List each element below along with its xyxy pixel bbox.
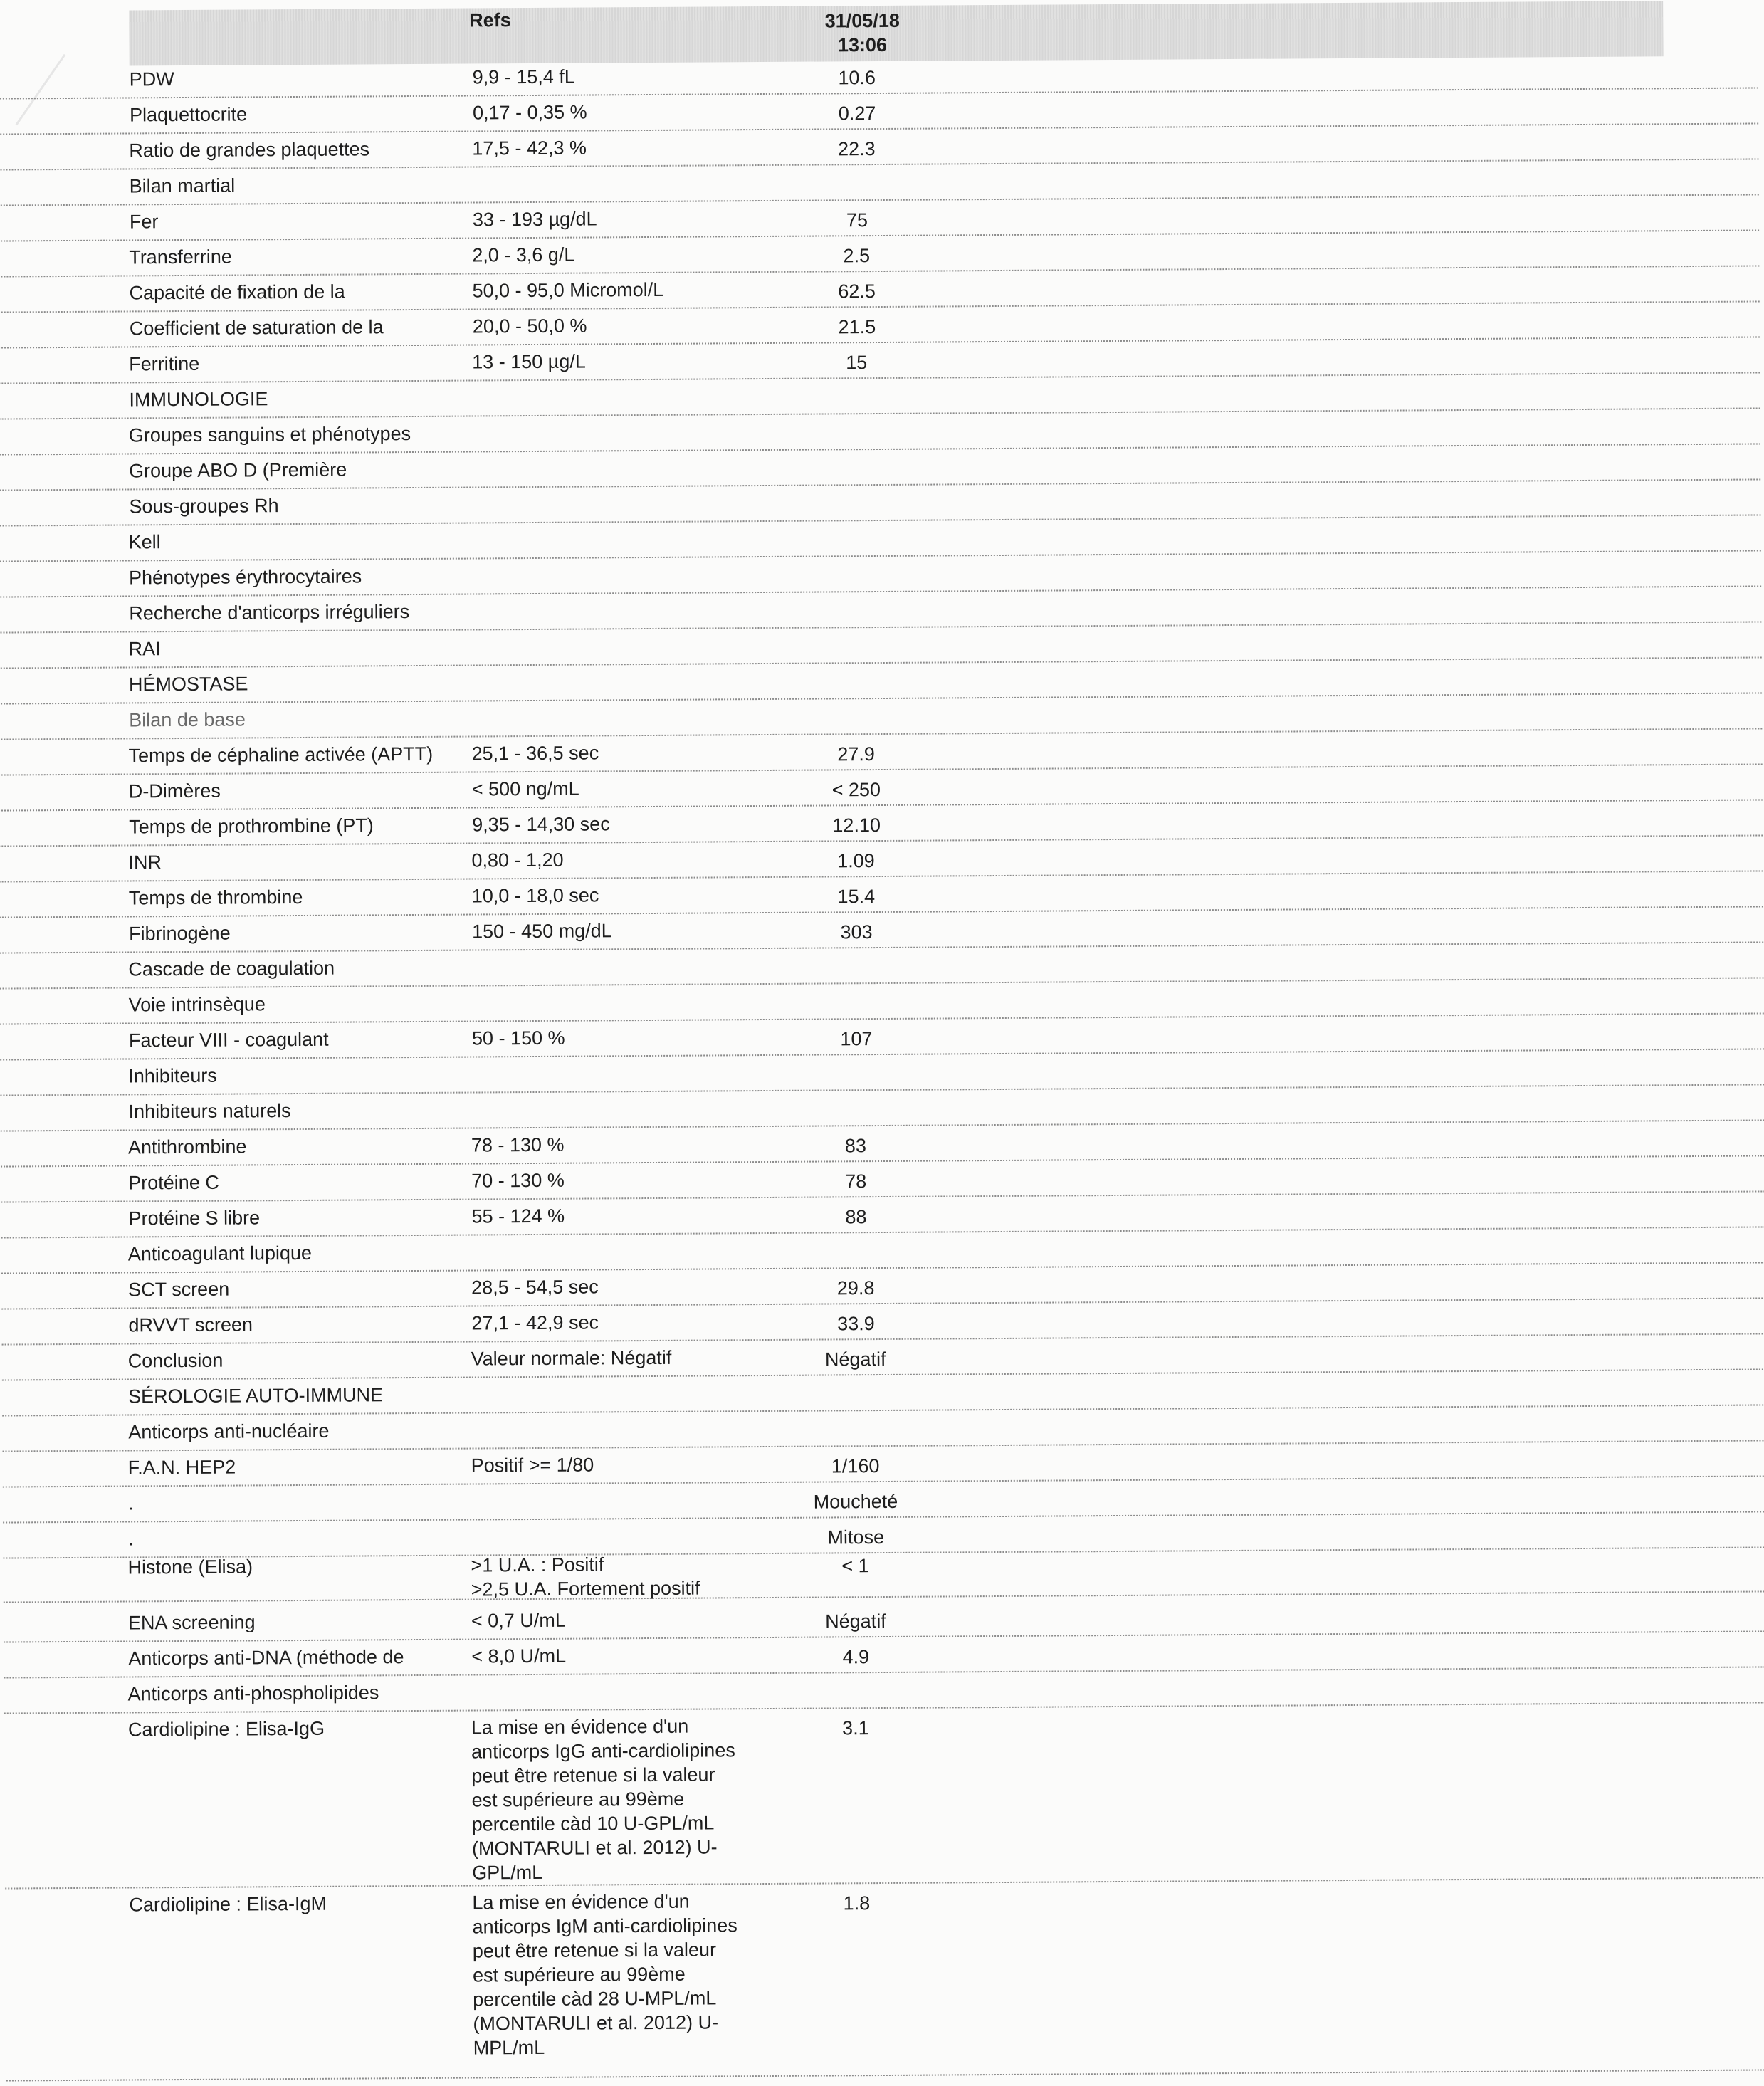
test-name: SÉROLOGIE AUTO-IMMUNE	[127, 1384, 384, 1408]
test-name: Conclusion	[127, 1349, 224, 1372]
test-name: Plaquettocrite	[129, 103, 248, 126]
result-value: < 1	[841, 1555, 869, 1577]
test-name: Anticorps anti-nucléaire	[128, 1420, 330, 1443]
result-value: 2.5	[843, 245, 871, 267]
result-value	[799, 1062, 913, 1063]
table-row	[4, 1702, 1764, 1889]
test-name: Recherche d'anticorps irréguliers	[129, 601, 410, 624]
result-value: 33.9	[837, 1313, 875, 1335]
result-value	[799, 991, 913, 992]
reference-range: 10,0 - 18,0 sec	[471, 884, 599, 907]
result-value: 78	[845, 1170, 867, 1193]
reference-range: < 8,0 U/mL	[471, 1645, 567, 1667]
test-name: ENA screening	[127, 1611, 256, 1634]
reference-range: 2,0 - 3,6 g/L	[472, 243, 575, 266]
header-date: 31/05/18 13:06	[824, 9, 900, 56]
reference-range: < 500 ng/mL	[471, 777, 579, 800]
result-value	[799, 528, 913, 529]
reference-range: < 0,7 U/mL	[471, 1609, 566, 1632]
result-value: 1.09	[837, 850, 875, 872]
reference-range: 0,17 - 0,35 %	[472, 101, 587, 124]
result-value	[799, 706, 913, 707]
test-name: Bilan de base	[129, 708, 246, 731]
result-value: Moucheté	[813, 1490, 898, 1513]
result-value: 21.5	[838, 316, 876, 338]
reference-range: La mise en évidence d'un anticorps IgM anti-cardiolipines peut être retenue si la valeur est supérieure au 99ème percentile càd 28 U-MPL/mL (MONTARULI et al. 2012) U- MPL/mL	[472, 1890, 737, 2059]
result-value	[799, 1098, 913, 1099]
result-value: 1/160	[831, 1455, 880, 1477]
test-name: Fer	[129, 211, 159, 233]
result-value: 15.4	[837, 886, 876, 908]
test-name: Inhibiteurs	[128, 1064, 217, 1087]
result-value	[799, 421, 913, 422]
test-name: .	[128, 1528, 134, 1550]
result-value	[799, 955, 913, 956]
result-value	[799, 1418, 913, 1419]
test-name: Anticorps anti-DNA (méthode de	[128, 1646, 404, 1670]
result-value: 4.9	[842, 1646, 870, 1668]
test-name: Protéine S libre	[128, 1207, 261, 1230]
test-name: Inhibiteurs naturels	[128, 1100, 291, 1123]
result-value	[800, 172, 914, 173]
result-value	[799, 564, 913, 565]
result-value: Négatif	[825, 1610, 886, 1632]
reference-range: 27,1 - 42,9 sec	[471, 1311, 599, 1334]
test-name: Ferritine	[129, 352, 200, 375]
table-row	[5, 1877, 1764, 2081]
table-row	[3, 1539, 1764, 1603]
reference-range: 0,80 - 1,20	[471, 849, 564, 871]
test-name: Fibrinogène	[128, 922, 231, 945]
reference-range: 17,5 - 42,3 %	[472, 137, 587, 159]
result-value: 22.3	[837, 138, 876, 160]
result-value: 3.1	[842, 1717, 869, 1739]
result-value: 83	[844, 1135, 867, 1157]
reference-range: 78 - 130 %	[471, 1133, 565, 1156]
test-name: Phénotypes érythrocytaires	[128, 565, 362, 589]
test-name: Anticorps anti-phospholipides	[127, 1682, 379, 1705]
test-name: Voie intrinsèque	[128, 993, 266, 1016]
test-name: Cardiolipine : Elisa-IgG	[127, 1717, 325, 1741]
test-name: Capacité de fixation de la	[129, 281, 345, 304]
test-name: Anticoagulant lupique	[127, 1242, 313, 1265]
result-value: 15	[846, 352, 868, 374]
test-name: Groupes sanguins et phénotypes	[128, 423, 411, 446]
test-name: .	[127, 1492, 134, 1514]
reference-range: 9,9 - 15,4 fL	[472, 65, 575, 88]
test-name: Temps de prothrombine (PT)	[129, 814, 374, 838]
test-name: Coefficient de saturation de la	[129, 316, 384, 340]
test-name: Temps de céphaline activée (APTT)	[128, 743, 434, 767]
test-name: Cardiolipine : Elisa-IgM	[129, 1892, 327, 1916]
reference-range: 28,5 - 54,5 sec	[471, 1276, 599, 1299]
result-value	[799, 457, 913, 458]
test-name: Bilan martial	[129, 174, 236, 197]
test-name: SCT screen	[128, 1278, 230, 1301]
test-name: D-Dimères	[128, 780, 221, 802]
test-name: IMMUNOLOGIE	[129, 388, 268, 411]
result-value: Négatif	[824, 1348, 886, 1370]
result-value	[799, 635, 913, 636]
reference-range: 50,0 - 95,0 Micromol/L	[472, 278, 664, 302]
header-refs: Refs	[469, 9, 511, 31]
test-name: HÉMOSTASE	[128, 673, 248, 696]
reference-range: >1 U.A. : Positif >2,5 U.A. Fortement positif	[471, 1553, 700, 1600]
reference-range: 50 - 150 %	[471, 1027, 565, 1049]
reference-range: 9,35 - 14,30 sec	[472, 813, 610, 836]
result-value: 0.27	[838, 103, 876, 125]
result-value: 303	[840, 921, 873, 943]
result-value: 62.5	[838, 281, 876, 303]
reference-range: 55 - 124 %	[471, 1205, 565, 1227]
result-value: 1.8	[843, 1892, 871, 1914]
test-name: Ratio de grandes plaquettes	[129, 138, 370, 162]
test-name: F.A.N. HEP2	[127, 1456, 236, 1479]
reference-range: 33 - 193 µg/dL	[472, 208, 597, 231]
result-value: 75	[846, 209, 868, 231]
test-name: Transferrine	[129, 246, 232, 268]
reference-range: Positif >= 1/80	[471, 1454, 594, 1477]
reference-range: 20,0 - 50,0 %	[472, 315, 587, 337]
result-value: 107	[840, 1028, 873, 1050]
test-name: Protéine C	[128, 1171, 219, 1194]
test-name: Cascade de coagulation	[128, 957, 335, 980]
test-name: Temps de thrombine	[128, 886, 303, 909]
reference-range: Valeur normale: Négatif	[471, 1346, 672, 1370]
test-name: RAI	[128, 638, 161, 660]
test-name: INR	[128, 851, 162, 874]
result-value: Mitose	[827, 1526, 885, 1548]
result-value	[799, 1240, 913, 1241]
result-value: 29.8	[836, 1277, 875, 1299]
test-name: Kell	[128, 531, 161, 553]
test-name: Facteur VIII - coagulant	[128, 1028, 329, 1052]
result-value	[799, 599, 913, 600]
result-value: 27.9	[837, 743, 875, 765]
reference-range: 70 - 130 %	[471, 1169, 565, 1192]
test-name: PDW	[129, 68, 174, 90]
test-name: Sous-groupes Rh	[129, 495, 279, 518]
reference-range: 13 - 150 µg/L	[472, 350, 586, 373]
test-name: dRVVT screen	[128, 1314, 253, 1336]
result-value	[799, 1680, 913, 1681]
result-value: 10.6	[838, 67, 876, 89]
test-name: Histone (Elisa)	[127, 1556, 253, 1578]
test-name: Antithrombine	[127, 1136, 247, 1158]
result-value: 12.10	[832, 814, 881, 837]
reference-range: 25,1 - 36,5 sec	[471, 742, 599, 765]
test-name: Groupe ABO D (Première	[129, 458, 347, 482]
reference-range: La mise en évidence d'un anticorps IgG anti-cardiolipines peut être retenue si la valeur est supérieure au 99ème percentile càd 10 U-GPL/mL (MONTARULI et al. 2012) U- GPL/mL	[471, 1715, 735, 1884]
result-value: 88	[845, 1206, 867, 1228]
result-value	[799, 386, 913, 387]
result-value: < 250	[831, 779, 881, 801]
reference-range: 150 - 450 mg/dL	[471, 920, 612, 943]
